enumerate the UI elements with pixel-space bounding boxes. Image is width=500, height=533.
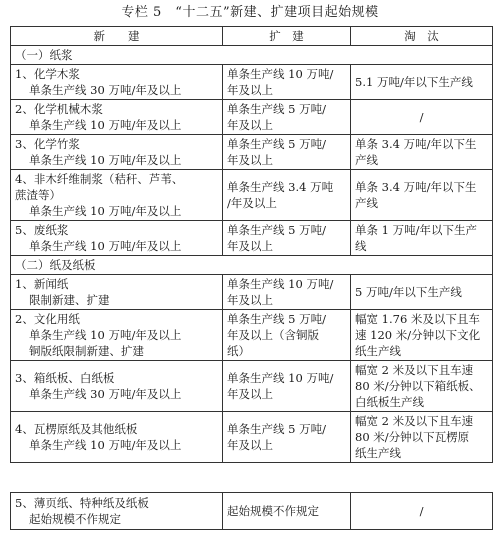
- eliminate-line: 单条 3.4 万吨/年以下生: [355, 180, 477, 194]
- eliminate-line: 单条 3.4 万吨/年以下生: [355, 137, 477, 151]
- eliminate-cell: [351, 170, 493, 221]
- new-cell: [11, 170, 223, 221]
- item-detail: 单条生产线 10 万吨/年及以上: [29, 118, 182, 132]
- scale-table: [10, 26, 493, 463]
- expand-line: 单条生产线 5 万吨/: [227, 223, 327, 237]
- eliminate-cell: [351, 65, 493, 100]
- continued-table: [10, 492, 493, 530]
- expand-cell: [223, 275, 351, 310]
- item-name: 1、化学木浆: [15, 67, 80, 81]
- eliminate-cell: [351, 310, 493, 361]
- eliminate-line: 80 米/分钟以下瓦楞原: [355, 430, 470, 444]
- new-cell: [11, 412, 223, 463]
- item-name: 4、非木纤维制浆（秸秆、芦苇、: [15, 172, 184, 186]
- table-row: [11, 221, 493, 256]
- table-row: [11, 310, 493, 361]
- item-name: 2、文化用纸: [15, 312, 80, 326]
- expand-line: 年及以上: [227, 153, 273, 167]
- expand-line: 年及以上: [227, 118, 273, 132]
- expand-line: 年及以上: [227, 83, 273, 97]
- item-name: 4、瓦楞原纸及其他纸板: [15, 422, 138, 436]
- expand-cell: [223, 65, 351, 100]
- table-row: [11, 170, 493, 221]
- eliminate-line: 产线: [355, 196, 378, 210]
- new-cell: [11, 221, 223, 256]
- expand-line: /年及以上: [227, 196, 277, 210]
- new-cell: [11, 361, 223, 412]
- expand-line: 单条生产线 5 万吨/: [227, 312, 327, 326]
- expand-cell: [223, 412, 351, 463]
- new-cell: [11, 100, 223, 135]
- expand-line: 单条生产线 3.4 万吨: [227, 180, 334, 194]
- eliminate-cell: [351, 100, 493, 135]
- expand-cell: [223, 493, 351, 530]
- expand-line: 单条生产线 5 万吨/: [227, 422, 327, 436]
- eliminate-line: /: [419, 504, 424, 518]
- eliminate-line: 单条 1 万吨/年以下生产: [355, 223, 478, 237]
- item-name: 5、废纸浆: [15, 223, 69, 237]
- header-expand: 扩 建: [223, 27, 351, 46]
- expand-cell: [223, 170, 351, 221]
- table-row: [11, 361, 493, 412]
- expand-line: 纸）: [227, 344, 250, 358]
- section-title: （一）纸浆: [11, 46, 493, 65]
- item-detail: 单条生产线 10 万吨/年及以上: [29, 438, 182, 452]
- item-detail: 起始规模不作规定: [29, 512, 121, 526]
- item-detail: 单条生产线 10 万吨/年及以上: [29, 153, 182, 167]
- expand-line: 起始规模不作规定: [227, 504, 319, 518]
- expand-line: 年及以上（含铜版: [227, 328, 319, 342]
- new-cell: [11, 310, 223, 361]
- item-detail: 单条生产线 10 万吨/年及以上: [29, 239, 182, 253]
- eliminate-line: 80 米/分钟以下箱纸板、: [355, 379, 481, 393]
- new-cell: [11, 493, 223, 530]
- eliminate-cell: [351, 135, 493, 170]
- table-row: [11, 412, 493, 463]
- item-detail: 铜版纸限制新建、扩建: [29, 344, 144, 358]
- item-detail: 限制新建、扩建: [29, 293, 110, 307]
- item-name: 3、箱纸板、白纸板: [15, 371, 115, 385]
- eliminate-cell: [351, 221, 493, 256]
- expand-cell: [223, 221, 351, 256]
- section-row: [11, 46, 493, 65]
- header-eliminate: 淘 汰: [351, 27, 493, 46]
- eliminate-cell: [351, 412, 493, 463]
- section-row: [11, 256, 493, 275]
- eliminate-line: 速 120 米/分钟以下文化: [355, 328, 481, 342]
- item-name: 3、化学竹浆: [15, 137, 80, 151]
- table-row: [11, 493, 493, 530]
- eliminate-line: 线: [355, 239, 367, 253]
- eliminate-line: 纸生产线: [355, 344, 401, 358]
- eliminate-cell: [351, 493, 493, 530]
- item-detail: 单条生产线 10 万吨/年及以上: [29, 328, 182, 342]
- expand-line: 单条生产线 5 万吨/: [227, 102, 327, 116]
- expand-line: 单条生产线 10 万吨/: [227, 67, 334, 81]
- new-cell: [11, 135, 223, 170]
- section-title: （二）纸及纸板: [11, 256, 493, 275]
- table-row: [11, 135, 493, 170]
- eliminate-line: 产线: [355, 153, 378, 167]
- item-name: 5、薄页纸、特种纸及纸板: [15, 496, 149, 510]
- expand-line: 单条生产线 10 万吨/: [227, 371, 334, 385]
- item-name: 2、化学机械木浆: [15, 102, 103, 116]
- header-new: 新 建: [11, 27, 223, 46]
- table-caption: 专栏 5 “十二五”新建、扩建项目起始规模: [121, 5, 379, 20]
- eliminate-line: 幅宽 1.76 米及以下且车: [355, 312, 480, 326]
- eliminate-line: 幅宽 2 米及以下且车速: [355, 414, 474, 428]
- eliminate-line: 幅宽 2 米及以下且车速: [355, 363, 474, 377]
- eliminate-line: 5 万吨/年以下生产线: [355, 285, 462, 299]
- item-detail: 单条生产线 30 万吨/年及以上: [29, 83, 182, 97]
- expand-line: 单条生产线 5 万吨/: [227, 137, 327, 151]
- header-row: [11, 27, 493, 46]
- new-cell: [11, 275, 223, 310]
- table-row: [11, 65, 493, 100]
- table-row: [11, 100, 493, 135]
- expand-cell: [223, 100, 351, 135]
- expand-line: 年及以上: [227, 239, 273, 253]
- expand-cell: [223, 135, 351, 170]
- eliminate-line: 白纸板生产线: [355, 395, 424, 409]
- item-name: 1、新闻纸: [15, 277, 69, 291]
- item-name-cont: 蔗渣等）: [15, 188, 61, 202]
- expand-cell: [223, 310, 351, 361]
- eliminate-line: 5.1 万吨/年以下生产线: [355, 75, 473, 89]
- item-detail: 单条生产线 30 万吨/年及以上: [29, 387, 182, 401]
- expand-line: 年及以上: [227, 438, 273, 452]
- new-cell: [11, 65, 223, 100]
- eliminate-line: 纸生产线: [355, 446, 401, 460]
- expand-line: 单条生产线 10 万吨/: [227, 277, 334, 291]
- expand-line: 年及以上: [227, 387, 273, 401]
- item-detail: 单条生产线 10 万吨/年及以上: [29, 204, 182, 218]
- eliminate-cell: [351, 361, 493, 412]
- eliminate-line: /: [419, 110, 424, 124]
- eliminate-cell: [351, 275, 493, 310]
- expand-line: 年及以上: [227, 293, 273, 307]
- expand-cell: [223, 361, 351, 412]
- table-row: [11, 275, 493, 310]
